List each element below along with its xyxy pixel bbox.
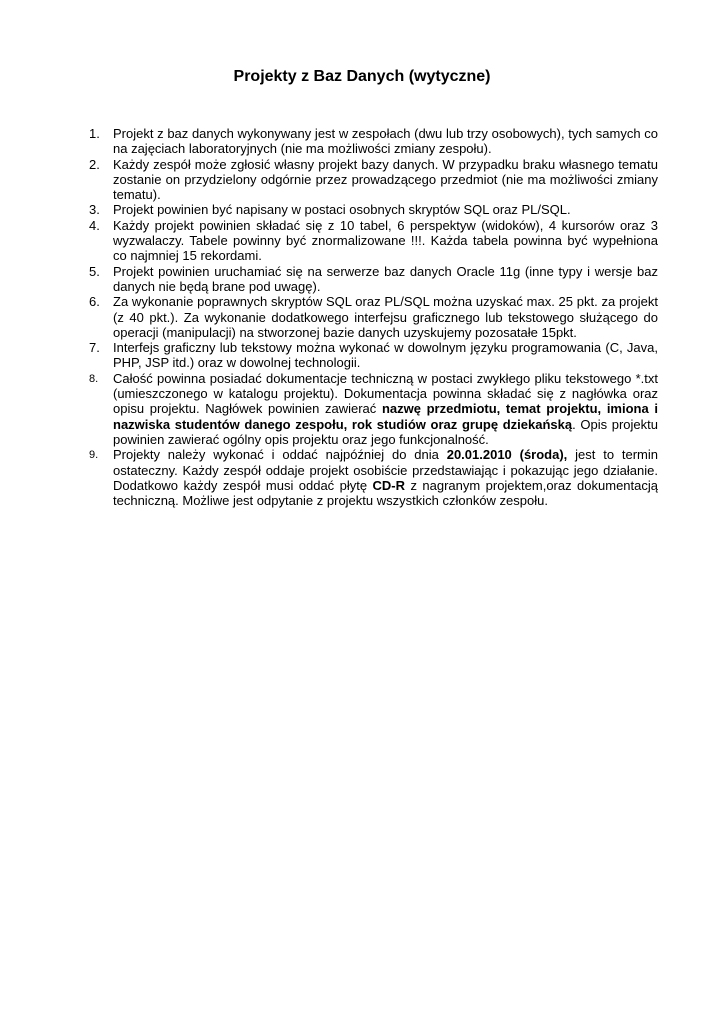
text-run: Każdy zespół może zgłosić własny projekt bazy danych. W przypadku braku własnego tematu zostanie on przydzielony odgórnie przez prowadzącego przedmiot (nie ma możliwości zmiany tematu). bbox=[113, 156, 658, 203]
list-item-text bbox=[113, 157, 658, 203]
bold-text-run: nazwę przedmiotu, temat projektu, imiona i nazwiska studentów danego zespołu, rok studiów oraz grupę dziekańską bbox=[113, 401, 658, 432]
bold-text-run: 20.01.2010 (środa), bbox=[446, 447, 568, 463]
list-item-number: 2. bbox=[89, 156, 100, 172]
list-item-number: 8. bbox=[89, 372, 99, 385]
text-run: Interfejs graficzny lub tekstowy można wykonać w dowolnym języku programowania (C, Java, PHP, JSP itd.) oraz w dowolnej technologii. bbox=[113, 340, 658, 371]
text-run: Projekt z baz danych wykonywany jest w zespołach (dwu lub trzy osobowych), tych samych co na zajęciach laboratoryjnych (nie ma możliwości zmiany zespołu). bbox=[113, 126, 658, 157]
text-run: jest to termin ostateczny. Każdy zespół oddaje projekt osobiście przedstawiając i pokazując jego działanie. Dodatkowo każdy zespół musi oddać płytę bbox=[113, 447, 658, 493]
list-item-number: 7. bbox=[89, 340, 100, 356]
text-run: . Opis projektu powinien zawierać ogólny opis projektu oraz jego funkcjonalność. bbox=[113, 416, 658, 447]
list-item-number: 4. bbox=[89, 217, 100, 233]
list-item-text bbox=[113, 264, 658, 295]
list-item bbox=[89, 202, 658, 217]
bold-text-run: CD-R bbox=[372, 477, 406, 493]
text-run: Całość powinna posiadać dokumentacje techniczną w postaci zwykłego pliku tekstowego *.txt (umieszczonego w katalogu projektu). Dokumentacja powinna składać się z nagłówka oraz opisu projektu. Nagłówek powinien zawierać bbox=[113, 370, 658, 417]
list-item bbox=[89, 294, 658, 340]
list-item-text bbox=[113, 294, 658, 340]
list-item bbox=[89, 157, 658, 203]
list-item-text bbox=[113, 202, 658, 217]
list-item-text bbox=[113, 447, 658, 508]
list-item-number: 5. bbox=[89, 263, 100, 279]
document-title: Projekty z Baz Danych (wytyczne) bbox=[233, 68, 491, 85]
list-item bbox=[89, 264, 658, 295]
list-item-text bbox=[113, 218, 658, 264]
list-item-number: 3. bbox=[89, 202, 100, 218]
text-run: Projekt powinien być napisany w postaci osobnych skryptów SQL oraz PL/SQL. bbox=[113, 202, 571, 218]
list-item-text bbox=[113, 126, 658, 157]
text-run: Projekt powinien uruchamiać się na serwerze baz danych Oracle 11g (inne typy i wersje baz danych nie będą brane pod uwagę). bbox=[113, 263, 658, 294]
text-run: Za wykonanie poprawnych skryptów SQL oraz PL/SQL można uzyskać max. 25 pkt. za projekt (z 40 pkt.). Za wykonanie dodatkowego interfejsu graficznego lub tekstowego służącego do operacji (manipulacji) na stworzonej bazie danych uzyskujemy pozosatałe 15pkt. bbox=[113, 294, 658, 340]
text-run: Każdy projekt powinien składać się z 10 tabel, 6 perspektyw (widoków), 4 kursorów oraz 3 wyzwalaczy. Tabele powinny być znormalizowane !!!. Każda tabela powinna być wypełniona co najmniej 15 rekordami. bbox=[113, 217, 658, 264]
text-run: Projekty należy wykonać i oddać najpóźniej do dnia bbox=[113, 447, 447, 463]
list-item-text bbox=[113, 340, 658, 371]
list-item-text bbox=[113, 371, 658, 447]
list-item bbox=[89, 218, 658, 264]
list-item bbox=[89, 371, 658, 447]
list-item bbox=[89, 340, 658, 371]
list-item bbox=[89, 447, 658, 508]
list-item bbox=[89, 126, 658, 157]
guidelines-list bbox=[89, 126, 658, 508]
list-item-number: 6. bbox=[89, 294, 100, 310]
list-item-number: 9. bbox=[89, 449, 99, 462]
text-run: z nagranym projektem,oraz dokumentacją techniczną. Możliwe jest odpytanie z projektu wszystkich członków zespołu. bbox=[113, 477, 658, 509]
list-item-number: 1. bbox=[89, 126, 100, 141]
